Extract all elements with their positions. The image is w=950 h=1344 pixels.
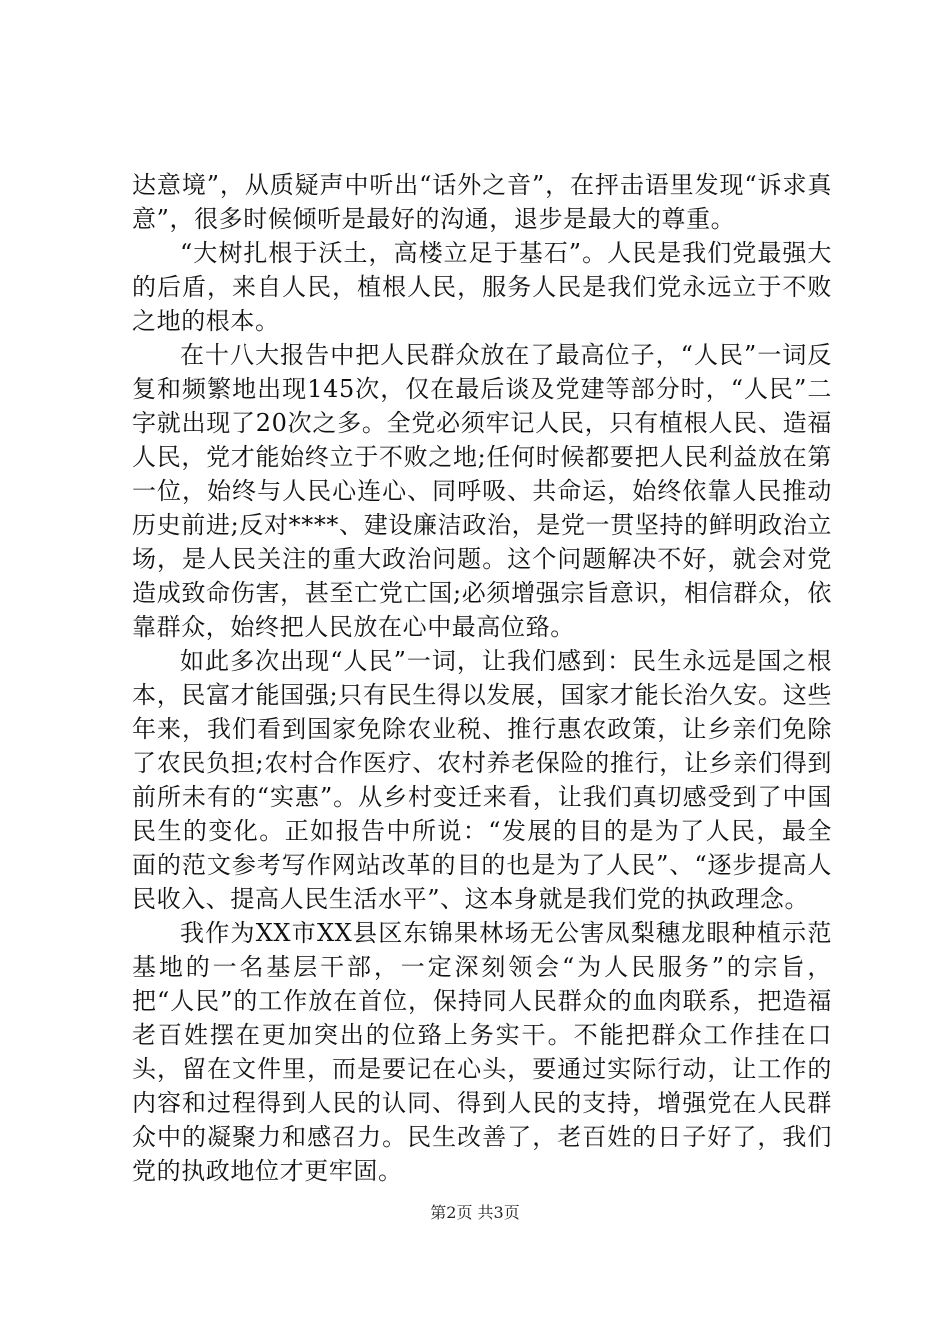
paragraph: 如此多次出现“人民”一词，让我们感到：民生永远是国之根本，民富才能国强;只有民生得以发展，国家才能长治久安。这些年来，我们看到国家免除农业税、推行惠农政策，让乡亲们免除了农民负担;农村合作医疗、农村养老保险的推行，让乡亲们得到前所未有的“实惠”。从乡村变迁来看，让我们真切感受到了中国民生的变化。正如报告中所说：“发展的目的是为了人民，最全面的范文参考写作网站改革的目的也是为了人民”、“逐步提高人民收入、提高人民生活水平”、这本身就是我们党的执政理念。 (132, 647, 832, 913)
paragraph-continuation: 达意境”，从质疑声中听出“话外之音”，在抨击语里发现“诉求真意”，很多时候倾听是最好的沟通，退步是最大的尊重。 (132, 171, 832, 233)
document-body (132, 168, 832, 1188)
paragraph: 在十八大报告中把人民群众放在了最高位子，“人民”一词反复和频繁地出现145次，仅在最后谈及党建等部分时，“人民”二字就出现了20次之多。全党必须牢记人民，只有植根人民、造福人民，党才能始终立于不败之地;任何时候都要把人民利益放在第一位，始终与人民心连心、同呼吸、共命运，始终依靠人民推动历史前进;反对****、建设廉洁政治，是党一贯坚持的鲜明政治立场，是人民关注的重大政治问题。这个问题解决不好，就会对党造成致命伤害，甚至亡党亡国;必须增强宗旨意识，相信群众，依靠群众，始终把人民放在心中最高位臵。 (132, 341, 832, 641)
paragraph: 我作为XX市XX县区东锦果林场无公害凤梨穗龙眼种植示范基地的一名基层干部，一定深刻领会“为人民服务”的宗旨，把“人民”的工作放在首位，保持同人民群众的血肉联系，把造福老百姓摆在更加突出的位臵上务实干。不能把群众工作挂在口头，留在文件里，而是要记在心头，要通过实际行动，让工作的内容和过程得到人民的认同、得到人民的支持，增强党在人民群众中的凝聚力和感召力。民生改善了，老百姓的日子好了，我们党的执政地位才更牢固。 (132, 919, 832, 1185)
page-number-footer: 第2页 共3页 (430, 1203, 520, 1222)
paragraph: “大树扎根于沃土，高楼立足于基石”。人民是我们党最强大的后盾，来自人民，植根人民，服务人民是我们党永远立于不败之地的根本。 (132, 239, 832, 335)
